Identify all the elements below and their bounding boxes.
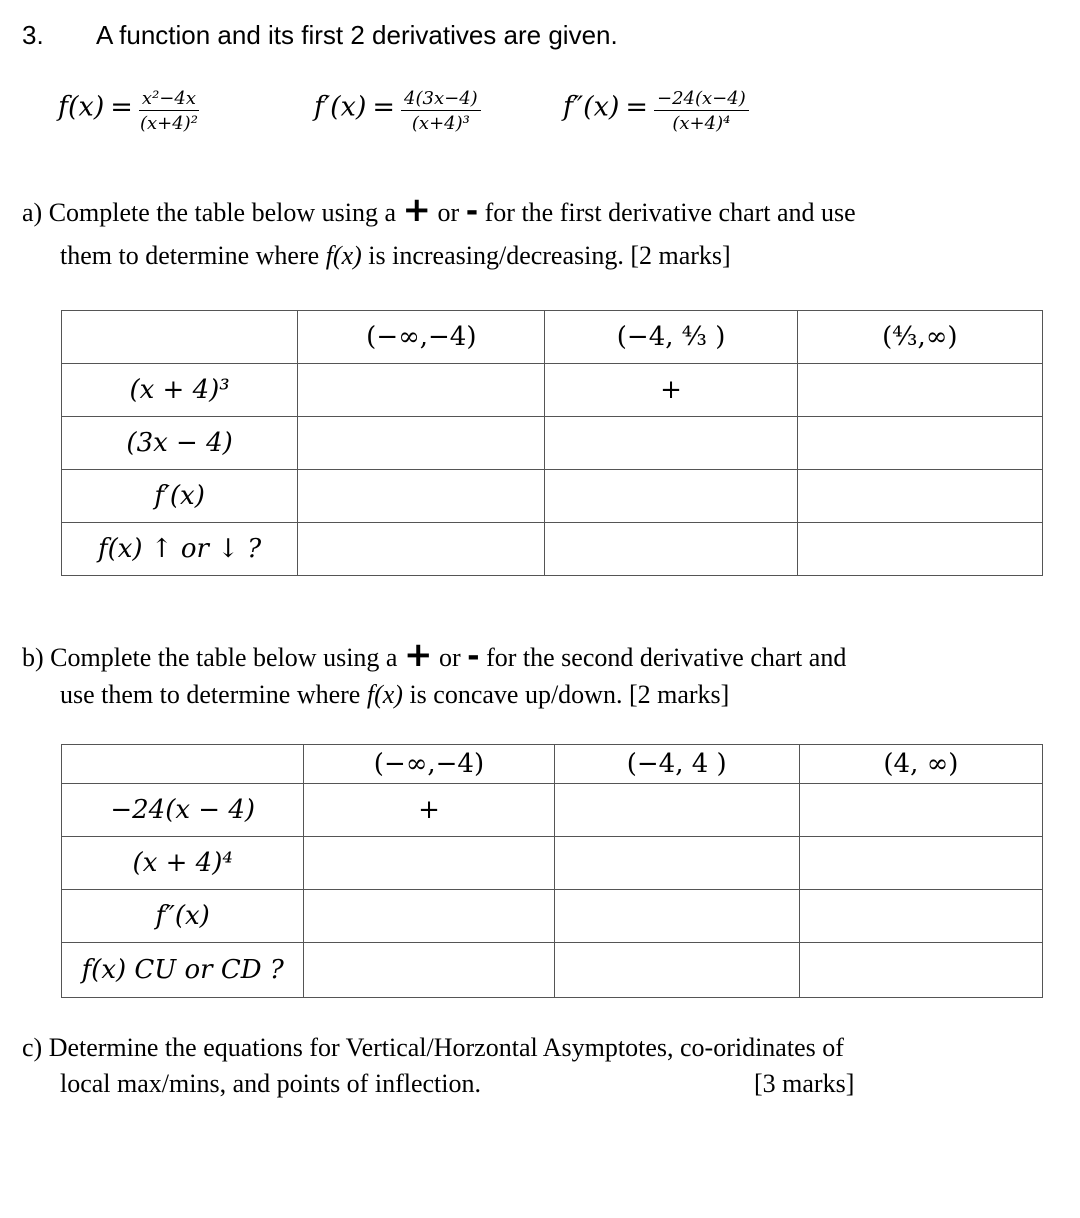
table-cell[interactable]: [298, 523, 545, 576]
header-interval-3: (4, ∞): [799, 745, 1042, 784]
part-c-line2: local max/mins, and points of inflection.: [60, 1069, 481, 1098]
table-cell[interactable]: [554, 890, 799, 943]
f2-name: f″(x): [563, 91, 620, 123]
header-interval-3: (⁴⁄₃,∞): [797, 311, 1042, 364]
minus-symbol: -: [467, 639, 480, 674]
table-cell[interactable]: [545, 470, 797, 523]
row-label: f″(x): [62, 890, 304, 943]
row-label: (x + 4)³: [62, 364, 298, 417]
table-cell[interactable]: [799, 890, 1042, 943]
part-c-marks: [3 marks]: [754, 1069, 855, 1098]
table-cell[interactable]: [304, 890, 554, 943]
f-name: f(x): [58, 91, 105, 123]
first-derivative-table: [61, 310, 1043, 576]
table-cell[interactable]: [797, 470, 1042, 523]
f1-fraction: $\frac{4(3x-4)}{\text{(x+4)³}}$: [401, 88, 481, 134]
part-c-line1: c) Determine the equations for Vertical/Horzontal Asymptotes, co-oridinates of: [22, 1033, 844, 1062]
table-cell[interactable]: [554, 784, 799, 837]
row-label: (3x − 4): [62, 417, 298, 470]
table-cell[interactable]: [797, 364, 1042, 417]
table-cell[interactable]: [298, 470, 545, 523]
plus-symbol: +: [402, 190, 432, 230]
plus-symbol: +: [403, 635, 433, 675]
f2-definition: f″(x) = $\frac{-24(x-4)}{\text{(x+4)⁴}}$: [563, 88, 749, 134]
table-cell[interactable]: [298, 364, 545, 417]
table-cell[interactable]: [797, 523, 1042, 576]
row-label: f′(x): [62, 470, 298, 523]
table-cell[interactable]: [298, 417, 545, 470]
minus-symbol: -: [465, 194, 479, 229]
table-cell[interactable]: [304, 837, 554, 890]
question-title: A function and its first 2 derivatives are given.: [96, 20, 618, 50]
row-label: −24(x − 4): [62, 784, 304, 837]
header-interval-2: (−4, 4 ): [554, 745, 799, 784]
table-cell[interactable]: +: [304, 784, 554, 837]
second-derivative-table: [61, 744, 1043, 998]
table-cell[interactable]: [545, 523, 797, 576]
table-cell[interactable]: [799, 837, 1042, 890]
f2-fraction: $\frac{-24(x-4)}{\text{(x+4)⁴}}$: [654, 88, 749, 134]
header-blank: [62, 311, 298, 364]
part-a-instructions-line2: them to determine where f(x) is increasing/decreasing. [2 marks]: [60, 241, 731, 270]
part-a-instructions: a) Complete the table below using a + or - for the first derivative chart and use: [22, 190, 856, 230]
question-number: 3.: [22, 20, 44, 50]
table-cell[interactable]: +: [545, 364, 797, 417]
table-cell[interactable]: [799, 784, 1042, 837]
table-cell[interactable]: [799, 943, 1042, 998]
part-b-instructions-line2: use them to determine where f(x) is concave up/down. [2 marks]: [60, 680, 730, 709]
table-cell[interactable]: [554, 837, 799, 890]
f1-definition: f′(x) = $\frac{4(3x-4)}{\text{(x+4)³}}$: [314, 88, 481, 134]
f1-name: f′(x): [314, 91, 367, 123]
header-interval-1: (−∞,−4): [304, 745, 554, 784]
table-cell[interactable]: [545, 417, 797, 470]
table-cell[interactable]: [554, 943, 799, 998]
table-cell[interactable]: [797, 417, 1042, 470]
row-label: (x + 4)⁴: [62, 837, 304, 890]
row-label: f(x) CU or CD ?: [62, 943, 304, 998]
part-b-instructions: b) Complete the table below using a + or - for the second derivative chart and: [22, 635, 847, 675]
header-blank: [62, 745, 304, 784]
table-cell[interactable]: [304, 943, 554, 998]
header-interval-1: (−∞,−4): [298, 311, 545, 364]
f-fraction: $\frac{\text{x²−4x}}{\text{(x+4)²}}$: [139, 88, 198, 134]
row-label: f(x) ↑ or ↓ ?: [62, 523, 298, 576]
header-interval-2: (−4, ⁴⁄₃ ): [545, 311, 797, 364]
f-definition: f(x) = $\frac{\text{x²−4x}}{\text{(x+4)²}}$: [58, 88, 198, 134]
